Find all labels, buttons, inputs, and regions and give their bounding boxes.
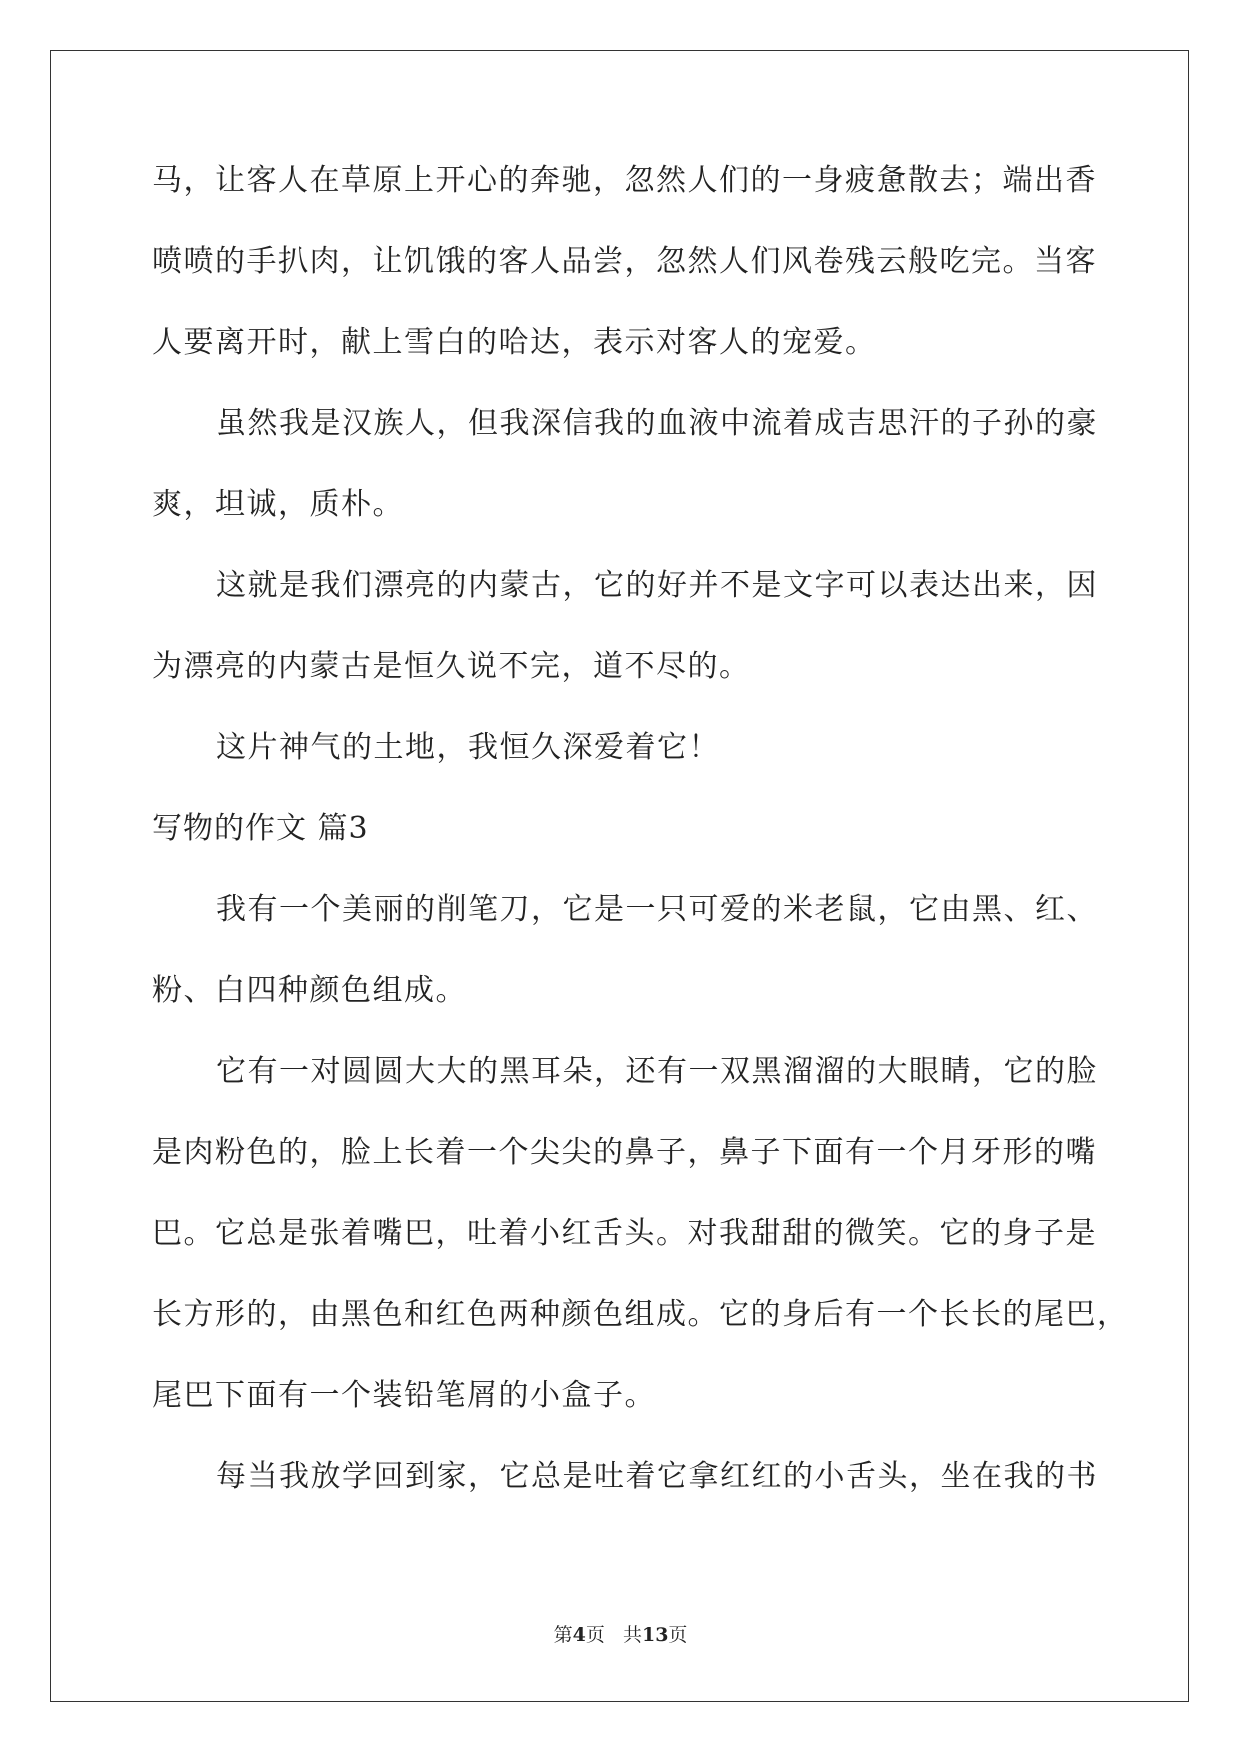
document-body <box>152 160 1129 1537</box>
total-prefix: 共 <box>622 1624 642 1646</box>
text-line: 为漂亮的内蒙古是恒久说不完，道不尽的。 <box>152 649 751 684</box>
page-footer <box>0 1620 1241 1647</box>
page-prefix: 第 <box>553 1624 573 1646</box>
paragraph-start: 它有一对圆圆大大的黑耳朵，还有一双黑溜溜的大眼睛，它的脸 <box>216 1054 1098 1089</box>
paragraph-start: 每当我放学回到家，它总是吐着它拿红红的小舌头，坐在我的书 <box>216 1459 1098 1494</box>
paragraph-start: 这片神气的土地，我恒久深爱着它！ <box>216 730 720 765</box>
text-line: 巴。它总是张着嘴巴，吐着小红舌头。对我甜甜的微笑。它的身子是 <box>152 1216 1097 1251</box>
text-line: 长方形的，由黑色和红色两种颜色组成。它的身后有一个长长的尾巴， <box>152 1297 1129 1332</box>
section-heading: 写物的作文 篇3 <box>152 811 369 846</box>
text-line: 人要离开时，献上雪白的哈达，表示对客人的宠爱。 <box>152 325 877 360</box>
total-suffix: 页 <box>668 1624 688 1646</box>
paragraph-start: 我有一个美丽的削笔刀，它是一只可爱的米老鼠，它由黑、红、 <box>216 892 1098 927</box>
page-current: 4 <box>572 1624 586 1646</box>
page-suffix: 页 <box>585 1624 605 1646</box>
page-total: 13 <box>641 1624 669 1646</box>
paragraph-start: 这就是我们漂亮的内蒙古，它的好并不是文字可以表达出来，因 <box>216 568 1098 603</box>
text-line: 喷喷的手扒肉，让饥饿的客人品尝，忽然人们风卷残云般吃完。当客 <box>152 244 1097 279</box>
text-line: 尾巴下面有一个装铅笔屑的小盒子。 <box>152 1378 656 1413</box>
text-line: 马，让客人在草原上开心的奔驰，忽然人们的一身疲惫散去；端出香 <box>152 163 1097 198</box>
text-line: 爽，坦诚，质朴。 <box>152 487 404 522</box>
text-line: 粉、白四种颜色组成。 <box>152 973 467 1008</box>
paragraph-start: 虽然我是汉族人，但我深信我的血液中流着成吉思汗的子孙的豪 <box>216 406 1098 441</box>
text-line: 是肉粉色的，脸上长着一个尖尖的鼻子，鼻子下面有一个月牙形的嘴 <box>152 1135 1097 1170</box>
